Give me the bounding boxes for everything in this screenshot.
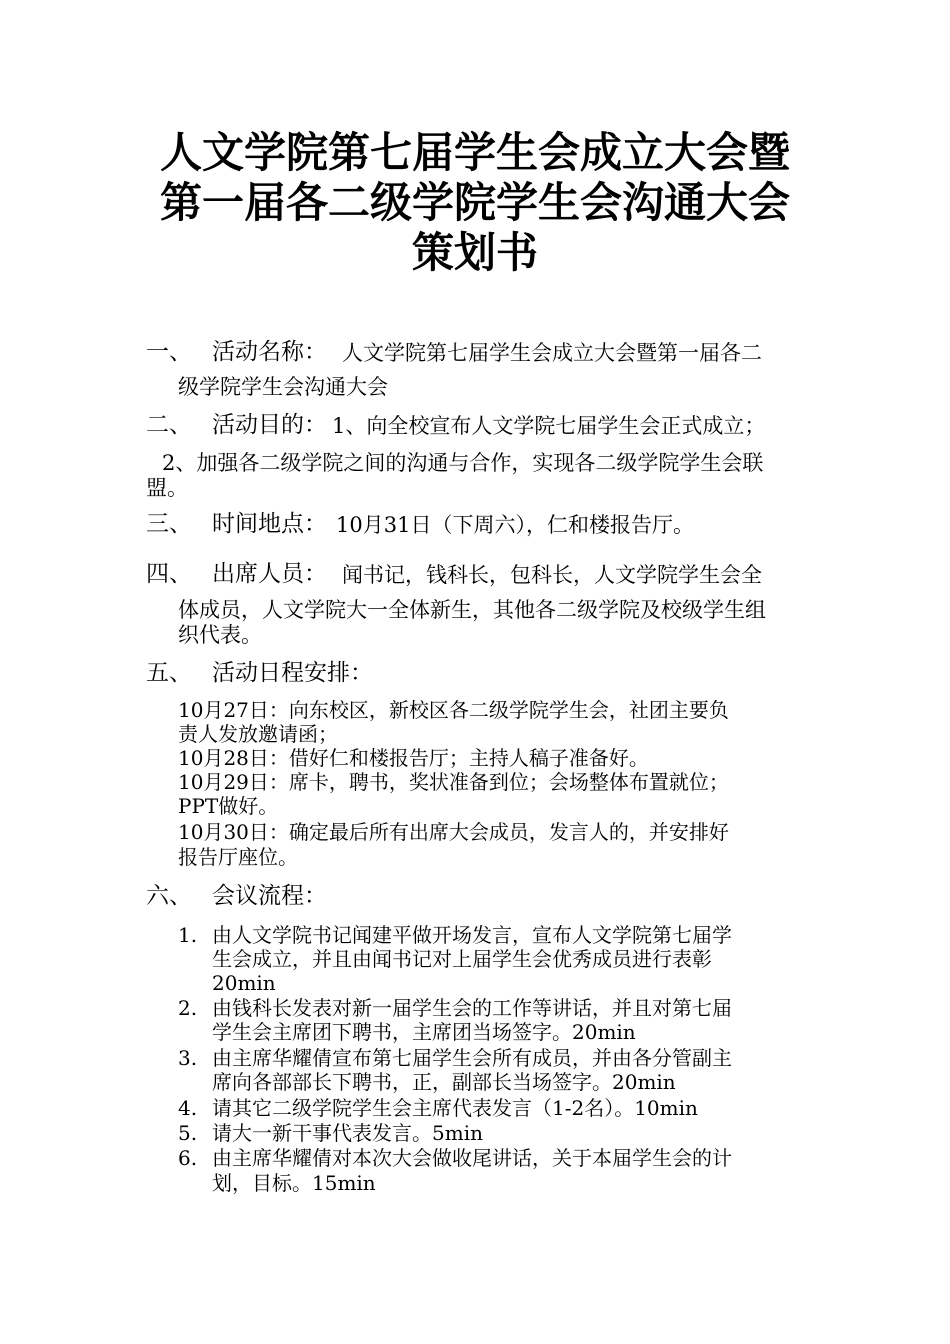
schedule-line: 报告厅座位。 bbox=[178, 845, 298, 869]
schedule-line: 10月28日：借好仁和楼报告厅；主持人稿子准备好。 bbox=[178, 746, 649, 770]
document-title-line-1: 人文学院第七届学生会成立大会暨 bbox=[159, 128, 790, 177]
section-6-number: 六、 bbox=[146, 883, 192, 909]
list-item-text: 由主席华耀倩宣布第七届学生会所有成员，并由各分管副主 bbox=[212, 1046, 732, 1070]
section-1-text: 人文学院第七届学生会成立大会暨第一届各二 bbox=[342, 341, 762, 365]
section-3-heading: 时间地点： bbox=[212, 511, 327, 537]
section-4-text: 闻书记，钱科长，包科长，人文学院学生会全 bbox=[342, 563, 762, 587]
section-4-text: 织代表。 bbox=[178, 623, 262, 647]
schedule-line: 10月29日：席卡，聘书，奖状准备到位；会场整体布置就位； bbox=[178, 770, 729, 794]
section-2-number: 二、 bbox=[146, 412, 192, 438]
list-item-text: 学生会主席团下聘书，主席团当场签字。20min bbox=[212, 1020, 636, 1044]
list-item-number: 1. bbox=[178, 923, 198, 947]
document-title-line-2: 第一届各二级学院学生会沟通大会 bbox=[159, 178, 790, 227]
section-5-heading: 活动日程安排： bbox=[212, 660, 373, 686]
section-4-number: 四、 bbox=[146, 561, 192, 587]
list-item-number: 4. bbox=[178, 1096, 198, 1120]
list-item-text: 席向各部部长下聘书，正，副部长当场签字。20min bbox=[212, 1070, 676, 1094]
section-1-number: 一、 bbox=[146, 339, 192, 365]
list-item-number: 3. bbox=[178, 1046, 198, 1070]
list-item-text: 由钱科长发表对新一届学生会的工作等讲话，并且对第七届 bbox=[212, 996, 732, 1020]
schedule-line: PPT做好。 bbox=[178, 794, 279, 818]
list-item-text: 由人文学院书记闻建平做开场发言，宣布人文学院第七届学 bbox=[212, 923, 732, 947]
schedule-line: 责人发放邀请函； bbox=[178, 722, 338, 746]
section-2-heading: 活动目的： bbox=[212, 412, 327, 438]
schedule-line: 10月27日：向东校区，新校区各二级学院学生会，社团主要负 bbox=[178, 698, 729, 722]
list-item-number: 2. bbox=[178, 996, 198, 1020]
list-item-number: 6. bbox=[178, 1146, 198, 1170]
list-item-text: 划，目标。15min bbox=[212, 1171, 376, 1195]
document-title-line-3: 策划书 bbox=[411, 228, 538, 277]
section-1-heading: 活动名称： bbox=[212, 339, 327, 365]
section-5-number: 五、 bbox=[146, 660, 192, 686]
list-item-text: 请大一新干事代表发言。5min bbox=[212, 1121, 483, 1145]
list-item-text: 请其它二级学院学生会主席代表发言（1-2名）。10min bbox=[212, 1096, 698, 1120]
section-6-heading: 会议流程： bbox=[212, 883, 327, 909]
section-4-text: 体成员，人文学院大一全体新生，其他各二级学院及校级学生组 bbox=[178, 598, 766, 622]
section-4-heading: 出席人员： bbox=[212, 561, 327, 587]
list-item-text: 由主席华耀倩对本次大会做收尾讲话，关于本届学生会的计 bbox=[212, 1146, 732, 1170]
section-3-number: 三、 bbox=[146, 511, 192, 537]
list-item-number: 5. bbox=[178, 1121, 198, 1145]
schedule-line: 10月30日：确定最后所有出席大会成员，发言人的，并安排好 bbox=[178, 820, 729, 844]
section-3-text: 10月31日（下周六），仁和楼报告厅。 bbox=[336, 513, 694, 537]
list-item-text: 20min bbox=[212, 971, 276, 995]
section-2-text: 1、向全校宣布人文学院七届学生会正式成立； bbox=[332, 414, 766, 438]
section-2-text: 盟。 bbox=[146, 476, 188, 500]
section-1-text: 级学院学生会沟通大会 bbox=[178, 375, 388, 399]
section-2-text: 2、加强各二级学院之间的沟通与合作，实现各二级学院学生会联 bbox=[162, 451, 764, 475]
list-item-text: 生会成立，并且由闻书记对上届学生会优秀成员进行表彰 bbox=[212, 947, 712, 971]
